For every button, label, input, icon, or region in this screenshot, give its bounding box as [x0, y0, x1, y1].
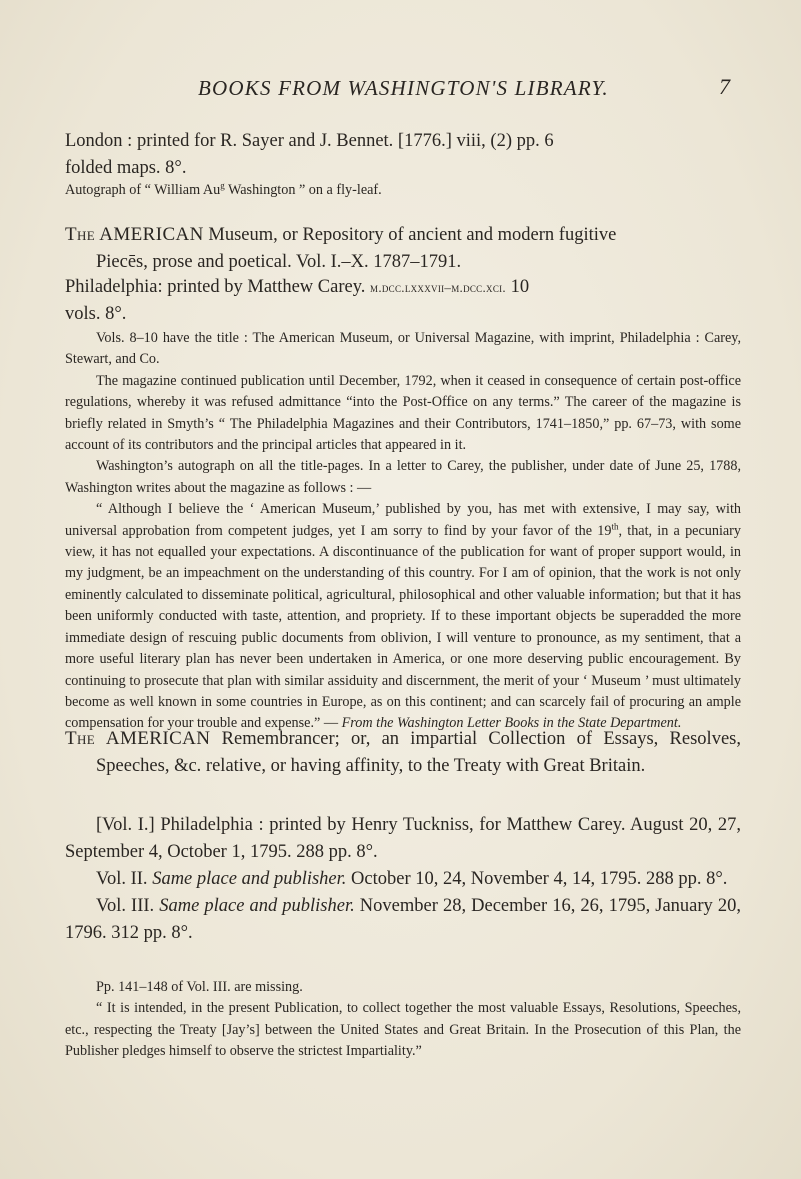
entry2-imprint-roman-dates: m.dcc.lxxxvii–m.dcc.xci.: [370, 280, 506, 295]
entry2-notes: [65, 328, 741, 735]
entry3-vol1: [Vol. I.] Philadelphia : printed by Henry Tuckniss, for Matthew Carey. August 20, 27, September 4, October 1, 1795. 288 pp. 8°.: [65, 815, 741, 862]
entry1-note-text-end: Washington ” on a fly-leaf.: [224, 182, 382, 198]
entry3-title-rest: Remembrancer; or, an impartial Collection of Essays, Resolves, Speeches, &c. relative, or having affinity, to the Treaty with Great Britain.: [96, 729, 741, 776]
entry3-vol2-publisher: Same place and publisher.: [152, 869, 347, 889]
entry2-quote-text: “ Although I believe the ‘ American Museum,’ published by you, has met with extensive, I may say, with universal approbation from competent judges, yet I am sorry to find by your favor of the 19: [65, 501, 741, 539]
entry3-vol3-label: Vol. III.: [96, 896, 160, 916]
entry2-imprint: [65, 274, 741, 328]
entry3-volumes: [65, 812, 741, 947]
entry1-note-text: Autograph of “ William Au: [65, 182, 221, 198]
entry2-title-lead: The AMERICAN: [65, 224, 204, 245]
entry3-note-quote: “ It is intended, in the present Publication, to collect together the most valuable Essays, Resolutions, Speeches, etc., respecting the Treaty [Jay’s] between the United States and Great Britain. In the Prosecution of this Plan, the Publisher pledges himself to observe the strictest Impartiality.”: [65, 1000, 741, 1060]
entry1-imprint-line2: folded maps. 8°.: [65, 158, 187, 178]
entry2-note-vols: Vols. 8–10 have the title : The American Museum, or Universal Magazine, with imprint, Philadelphia : Carey, Stewart, and Co.: [65, 330, 741, 368]
entry2-quote-text-end: , that, in a pecuniary view, it has not equalled your expectations. A discontinuance of the publication for want of proper support would, in my judgment, be an impeachment on the understanding of this country. For I am of opinion, that the work is not only eminently calculated to disseminate political, agricultural, philosophical and other valuable information; but that it has been uniformly conducted with taste, attention, and propriety. If to these important objects be superadded the more immediate design of rescuing public documents from oblivion, I will venture to pronounce, as my sentiment, that a more useful literary plan has never been undertaken in America, or one more deserving public encouragement. By continuing to prosecute that plan with similar assiduity and discernment, the merit of your ‘ Museum ’ must ultimately become as well known in some countries in Europe, as on this continent; and can scarcely fail of procuring an ample compensation for your trouble and expense.” —: [65, 522, 741, 732]
entry3-vol2-label: Vol. II.: [96, 869, 153, 889]
entry2-quote-superscript: th: [611, 520, 619, 531]
entry2-imprint-line2: vols. 8°.: [65, 304, 127, 324]
entry2-imprint-volumes: 10: [505, 277, 530, 297]
entry3-vol2-dates: October 10, 24, November 4, 14, 1795. 288 pp. 8°.: [346, 869, 728, 889]
entry2-letter-quote: [65, 499, 741, 734]
entry1-note-superscript: g: [220, 180, 225, 191]
entry3-title: [65, 725, 741, 780]
entry2-note-history: The magazine continued publication until December, 1792, when it ceased in consequence of certain post-office regulations, whereby it was refused admittance “into the Post-Office on any terms.” The career of the magazine is briefly related in Smyth’s “ The Philadelphia Magazines and their Contributors, 1741–1850,” pp. 67–73, with some account of its contributors and the principal articles that appeared in it.: [65, 372, 741, 454]
entry3-note-missing: Pp. 141–148 of Vol. III. are missing.: [96, 979, 303, 995]
entry2-imprint-text: Philadelphia: printed by Matthew Carey.: [65, 277, 371, 297]
entry3-vol3-dates: November 28, December 16, 26, 1795, January 20, 1796. 312 pp. 8°.: [65, 896, 741, 943]
entry3-vol3: [65, 893, 741, 947]
entry1-imprint-line1: London : printed for R. Sayer and J. Bennet. [1776.] viii, (2) pp. 6: [65, 131, 554, 151]
running-head: BOOKS FROM WASHINGTON'S LIBRARY.: [198, 76, 609, 100]
entry3-vol2: [65, 866, 741, 893]
entry2-title-line2: Piecēs, prose and poetical. Vol. I.–X. 1787–1791.: [96, 252, 462, 272]
entry1-note: [65, 180, 741, 201]
entry3-title-lead: The AMERICAN: [65, 728, 211, 749]
entry2-title: [65, 221, 741, 276]
entry3-notes: [65, 977, 741, 1063]
entry2-title-rest: Museum, or Repository of ancient and modern fugitive: [203, 225, 617, 245]
entry1-imprint: [65, 128, 741, 182]
entry2-quote-source: From the Washington Letter Books in the State Department.: [341, 715, 682, 732]
entry2-note-autograph: Washington’s autograph on all the title-pages. In a letter to Carey, the publisher, under date of June 25, 1788, Washington writes about the magazine as follows : —: [65, 458, 741, 496]
entry3-vol3-publisher: Same place and publisher.: [159, 896, 355, 916]
page-number: 7: [719, 74, 730, 99]
